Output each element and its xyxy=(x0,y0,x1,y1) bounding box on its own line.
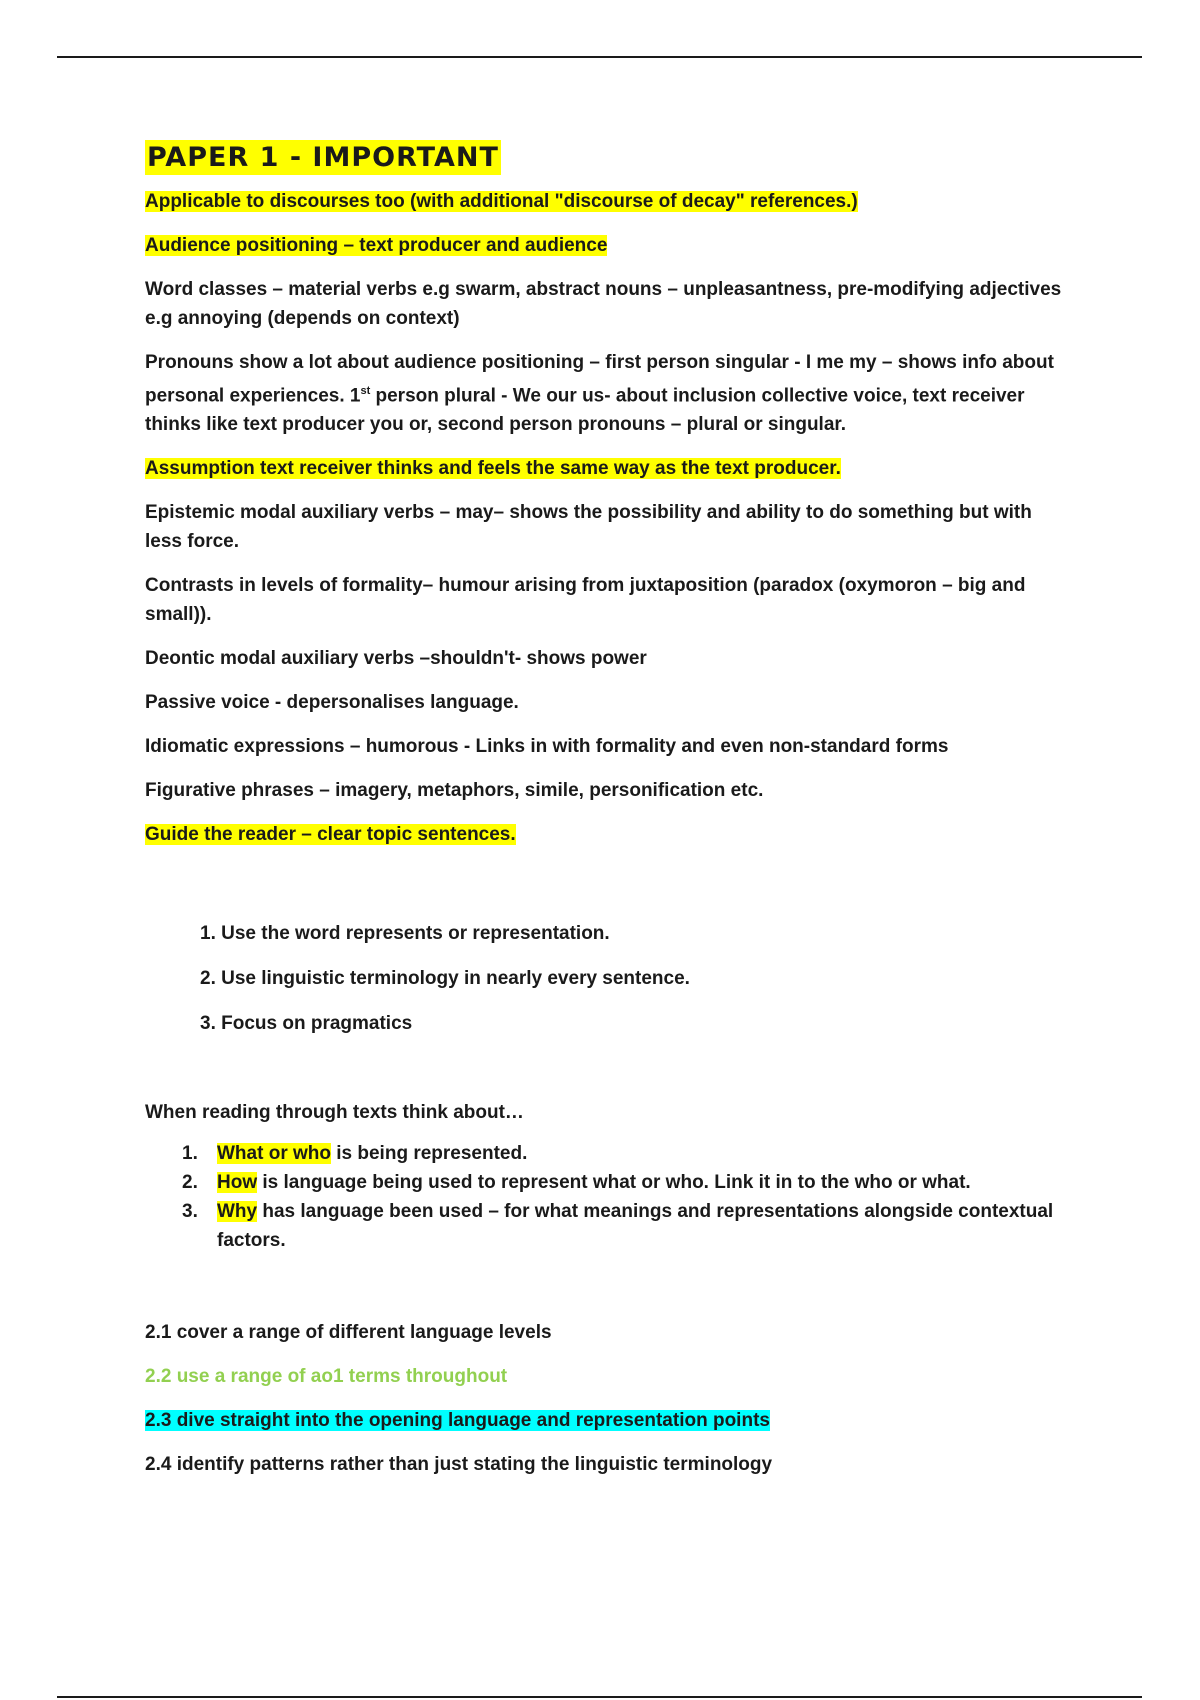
highlighted-term: How xyxy=(217,1172,258,1194)
note-pronouns-part-a: Pronouns show a lot about audience positioning – first person singular - I me my – shows info about personal experiences. 1 xyxy=(145,352,1054,407)
superscript-st: st xyxy=(360,385,371,397)
list-number: 1. xyxy=(182,1143,198,1165)
reading-list-item xyxy=(182,1139,1065,1168)
list-number: 3. xyxy=(182,1201,198,1223)
point-2-2: 2.2 use a range of ao1 terms throughout xyxy=(145,1366,508,1388)
tip-item: 1. Use the word represents or representation. xyxy=(200,923,610,945)
note-epistemic-modal: Epistemic modal auxiliary verbs – may– shows the possibility and ability to do something but with less force. xyxy=(145,502,1032,553)
note-pronouns xyxy=(145,348,1065,439)
note-formality-contrasts: Contrasts in levels of formality– humour arising from juxtaposition (paradox (oxymoron – big and small)). xyxy=(145,575,1026,626)
note-figurative-phrases: Figurative phrases – imagery, metaphors, simile, personification etc. xyxy=(145,780,764,802)
item-text: is being represented. xyxy=(330,1143,528,1165)
highlighted-term: What or who xyxy=(217,1143,331,1165)
reading-intro: When reading through texts think about… xyxy=(145,1102,524,1124)
tips-list xyxy=(200,919,1065,1038)
reading-list xyxy=(182,1139,1065,1255)
item-text: is language being used to represent what or who. Link it in to the who or what. xyxy=(257,1172,971,1194)
tip-item: 2. Use linguistic terminology in nearly every sentence. xyxy=(200,968,690,990)
note-assumption: Assumption text receiver thinks and feels the same way as the text producer. xyxy=(145,458,841,480)
tip-item: 3. Focus on pragmatics xyxy=(200,1013,413,1035)
item-text: has language been used – for what meanings and representations alongside contextual factors. xyxy=(217,1201,1054,1252)
reading-list-item xyxy=(182,1197,1065,1255)
list-number: 2. xyxy=(182,1172,198,1194)
point-2-1: 2.1 cover a range of different language levels xyxy=(145,1322,552,1344)
point-2-3: 2.3 dive straight into the opening language and representation points xyxy=(145,1410,770,1432)
document-body xyxy=(145,140,1065,1494)
point-2-4: 2.4 identify patterns rather than just stating the linguistic terminology xyxy=(145,1454,773,1476)
note-deontic-modal: Deontic modal auxiliary verbs –shouldn't- shows power xyxy=(145,648,647,670)
note-idiomatic-expressions: Idiomatic expressions – humorous - Links in with formality and even non-standard forms xyxy=(145,736,949,758)
points-list xyxy=(145,1318,1065,1479)
note-passive-voice: Passive voice - depersonalises language. xyxy=(145,692,519,714)
page-title: PAPER 1 - IMPORTANT xyxy=(147,142,499,173)
reading-list-item xyxy=(182,1168,1065,1197)
highlighted-term: Why xyxy=(217,1201,258,1223)
footer-rule xyxy=(57,1696,1142,1698)
note-discourses: Applicable to discourses too (with additional "discourse of decay" references.) xyxy=(145,191,858,212)
note-guide-reader: Guide the reader – clear topic sentences. xyxy=(145,824,516,846)
note-audience-positioning: Audience positioning – text producer and audience xyxy=(145,235,608,256)
note-word-classes: Word classes – material verbs e.g swarm, abstract nouns – unpleasantness, pre-modifying adjectives e.g annoying (depends on context) xyxy=(145,279,1062,329)
note-pronouns-part-b: person plural - We our us- about inclusion collective voice, text receiver thinks like text producer you or, second person pronouns – plural or singular. xyxy=(145,385,1025,436)
header-rule xyxy=(57,56,1142,58)
